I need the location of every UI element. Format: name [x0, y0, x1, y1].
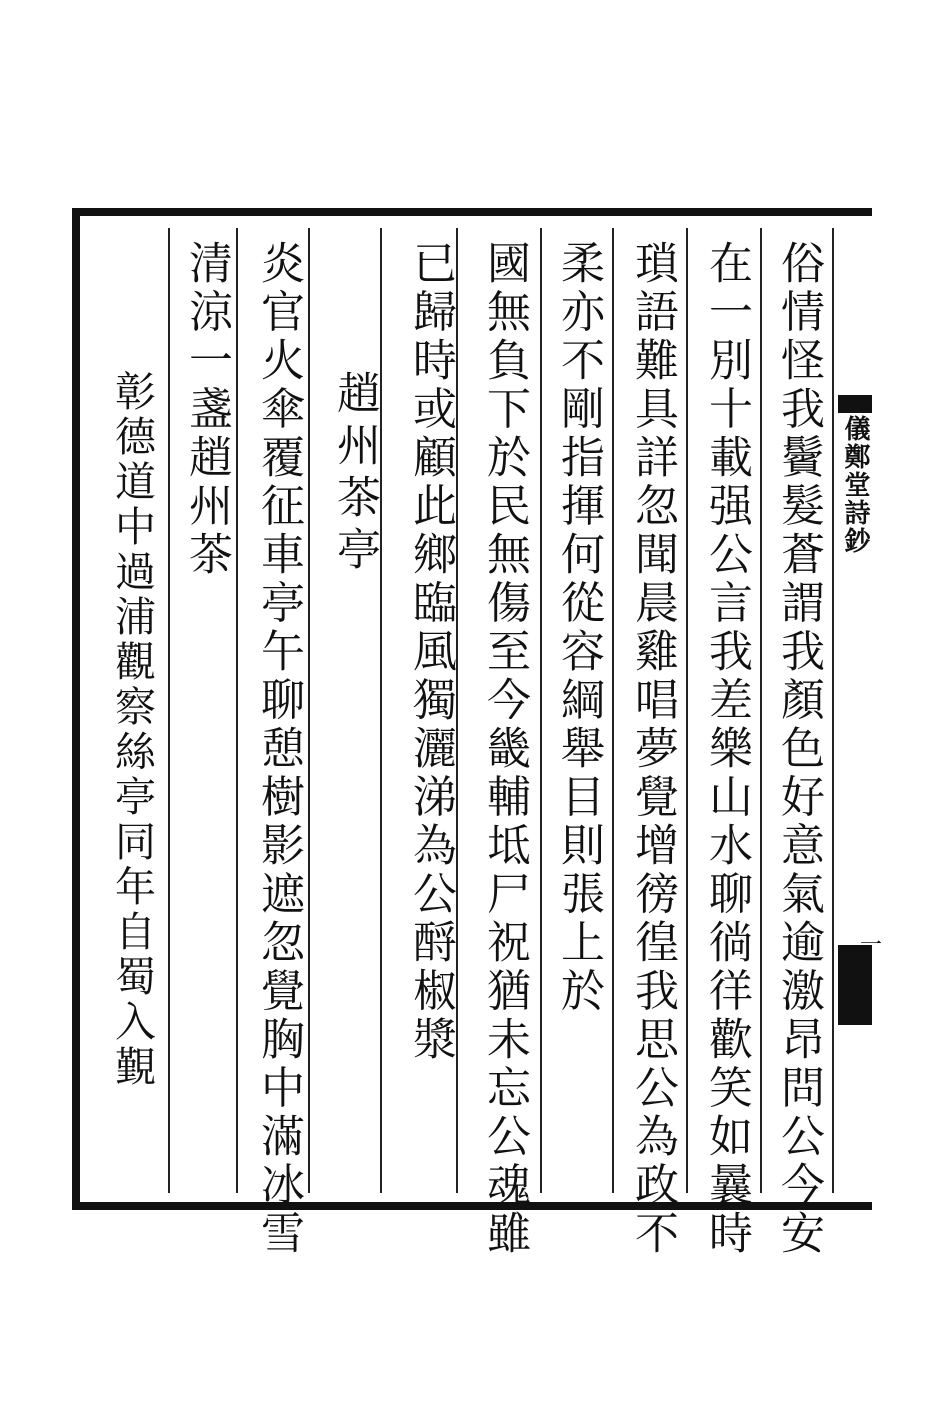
column-rule	[686, 228, 688, 1193]
column-rule	[308, 228, 310, 1193]
poem-title: 趙州茶亭	[329, 370, 380, 578]
text-column-1: 俗情怪我鬢髮蒼謂我顏色好意氣逾激昂問公今安	[773, 240, 824, 1259]
folio-mark: 一	[860, 933, 883, 958]
text-column-3: 瑣語難具詳忽聞晨雞唱夢覺增徬徨我思公為政不	[627, 240, 678, 1259]
fish-tail-mark	[838, 395, 872, 413]
column-rule	[236, 228, 238, 1193]
text-column-6: 已歸時或顧此鄉臨風獨灑涕為公酹椒漿	[405, 240, 456, 1065]
column-rule	[168, 228, 170, 1193]
text-column-9: 清涼一盞趙州茶	[181, 240, 232, 580]
text-column-4: 柔亦不剛指揮何從容綱舉目則張上於	[553, 240, 604, 1016]
text-column-8: 炎官火傘覆征車亭午聊憩樹影遮忽覺胸中滿冰雪	[253, 240, 304, 1259]
poem-heading: 彰德道中過浦觀察絲亭同年自蜀入覲	[108, 370, 156, 1090]
block-margin	[836, 216, 872, 1202]
block-title: 儀鄭堂詩鈔	[840, 415, 870, 555]
column-rule	[832, 228, 834, 1193]
text-column-5: 國無負下於民無傷至今畿輔坻尸祝猶未忘公魂雖	[479, 240, 530, 1259]
column-rule	[760, 228, 762, 1193]
column-rule	[540, 228, 542, 1193]
text-column-2: 在一別十載强公言我差樂山水聊徜徉歡笑如曩時	[701, 240, 752, 1259]
column-rule	[612, 228, 614, 1193]
